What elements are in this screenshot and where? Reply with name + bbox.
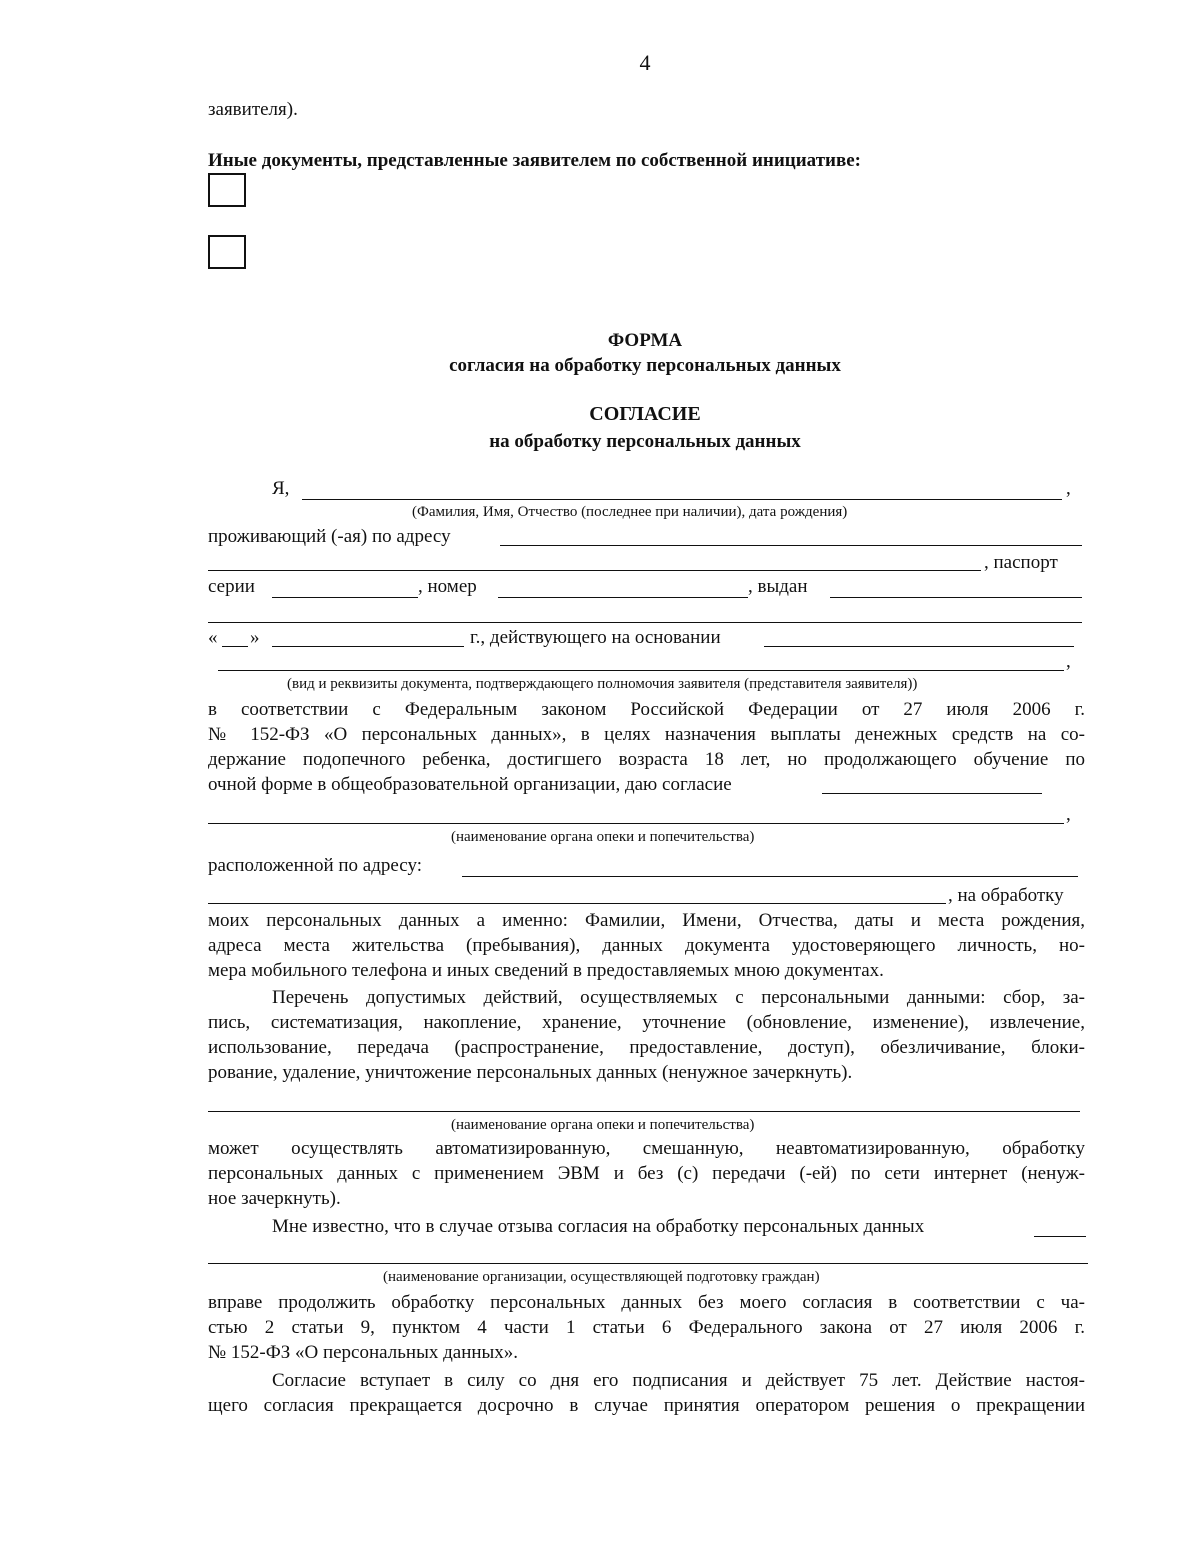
passport-label: , паспорт <box>984 552 1058 573</box>
number-label: , номер <box>418 576 477 597</box>
form-subtitle: согласия на обработку персональных данных <box>449 355 841 376</box>
caption-doc: (вид и реквизиты документа, подтверждающего полномочия заявителя (представителя заявителя)) <box>287 676 918 692</box>
checkbox-2[interactable] <box>208 235 246 269</box>
intro-fragment: заявителя). <box>208 99 298 120</box>
para5-line-1: Мне известно, что в случае отзыва согласия на обработку персональных данных <box>272 1216 925 1237</box>
para2-line-1: моих персональных данных а именно: Фамилии, Имени, Отчества, даты и места рождения, <box>208 910 1085 931</box>
comma: , <box>1066 478 1071 499</box>
comma-3: , <box>1066 804 1071 825</box>
date-close: » <box>250 627 260 648</box>
para4-line-1: может осуществлять автоматизированную, смешанную, неавтоматизированную, обработку <box>208 1138 1085 1159</box>
basis-line-2[interactable] <box>218 670 1064 671</box>
guardianship-line-1[interactable] <box>822 793 1042 794</box>
guardianship-line-2[interactable] <box>208 823 1064 824</box>
series-line[interactable] <box>272 597 418 598</box>
para6-line-3: № 152-ФЗ «О персональных данных». <box>208 1342 519 1363</box>
para3-line-3: использование, передача (распространение, предоставление, доступ), обезличивание, блоки- <box>208 1037 1085 1058</box>
other-docs-heading: Иные документы, представленные заявителем по собственной инициативе: <box>208 150 861 171</box>
ya-label: Я, <box>272 478 290 499</box>
form-title: ФОРМА <box>607 330 683 351</box>
para6-line-2: стью 2 статьи 9, пунктом 4 части 1 статьи 6 Федерального закона от 27 июля 2006 г. <box>208 1317 1085 1338</box>
for-processing-label: , на обработку <box>948 885 1064 906</box>
para1-line-3: держание подопечного ребенка, достигшего возраста 18 лет, но продолжающего обучение по <box>208 749 1085 770</box>
checkbox-1[interactable] <box>208 173 246 207</box>
caption-guardianship: (наименование органа опеки и попечительства) <box>451 829 755 845</box>
para2-line-2: адреса места жительства (пребывания), данных документа удостоверяющего личность, но- <box>208 935 1085 956</box>
series-label: серии <box>208 576 255 597</box>
caption-org: (наименование организации, осуществляющей подготовку граждан) <box>383 1269 820 1285</box>
para3-line-4: рование, удаление, уничтожение персональных данных (ненужное зачеркнуть). <box>208 1062 853 1083</box>
caption-fio: (Фамилия, Имя, Отчество (последнее при наличии), дата рождения) <box>412 504 848 520</box>
page-number: 4 <box>639 50 651 75</box>
issued-label: , выдан <box>748 576 808 597</box>
para4-line-3: ное зачеркнуть). <box>208 1188 341 1209</box>
date-open: « <box>208 627 218 648</box>
guardianship-line-3[interactable] <box>208 1111 1080 1112</box>
located-label: расположенной по адресу: <box>208 855 422 876</box>
address-line-2[interactable] <box>208 570 981 571</box>
number-line[interactable] <box>498 597 748 598</box>
located-line-2[interactable] <box>208 903 946 904</box>
caption-guardianship-2: (наименование органа опеки и попечительства) <box>451 1117 755 1133</box>
para2-line-3: мера мобильного телефона и иных сведений в предоставляемых мною документах. <box>208 960 884 981</box>
fio-line[interactable] <box>302 499 1062 500</box>
located-line-1[interactable] <box>462 876 1078 877</box>
comma-2: , <box>1066 651 1071 672</box>
para7-line-1: Согласие вступает в силу со дня его подписания и действует 75 лет. Действие настоя- <box>272 1370 1085 1391</box>
residing-label: проживающий (-ая) по адресу <box>208 526 451 547</box>
issued-line-2[interactable] <box>208 622 1082 623</box>
para1-line-1: в соответствии с Федеральным законом Российской Федерации от 27 июля 2006 г. <box>208 699 1085 720</box>
org-line-1[interactable] <box>1034 1236 1086 1237</box>
acting-label: г., действующего на основании <box>470 627 721 648</box>
org-line-2[interactable] <box>208 1263 1088 1264</box>
address-line-1[interactable] <box>500 545 1082 546</box>
para1-line-2: № 152-ФЗ «О персональных данных», в целях назначения выплаты денежных средств на со- <box>208 724 1085 745</box>
issued-line[interactable] <box>830 597 1082 598</box>
para4-line-2: персональных данных с применением ЭВМ и без (с) передачи (-ей) по сети интернет (ненуж- <box>208 1163 1085 1184</box>
para1-line-4: очной форме в общеобразовательной организации, даю согласие <box>208 774 732 795</box>
para3-line-1: Перечень допустимых действий, осуществляемых с персональными данными: сбор, за- <box>272 987 1085 1008</box>
day-line[interactable] <box>222 646 248 647</box>
consent-title: СОГЛАСИЕ <box>589 403 701 425</box>
para7-line-2: щего согласия прекращается досрочно в случае принятия оператором решения о прекращении <box>208 1395 1085 1416</box>
basis-line[interactable] <box>764 646 1074 647</box>
para3-line-2: пись, систематизация, накопление, хранение, уточнение (обновление, изменение), извлечение, <box>208 1012 1085 1033</box>
consent-subtitle: на обработку персональных данных <box>489 431 801 452</box>
para6-line-1: вправе продолжить обработку персональных данных без моего согласия в соответствии с ча- <box>208 1292 1085 1313</box>
month-year-line[interactable] <box>272 646 464 647</box>
